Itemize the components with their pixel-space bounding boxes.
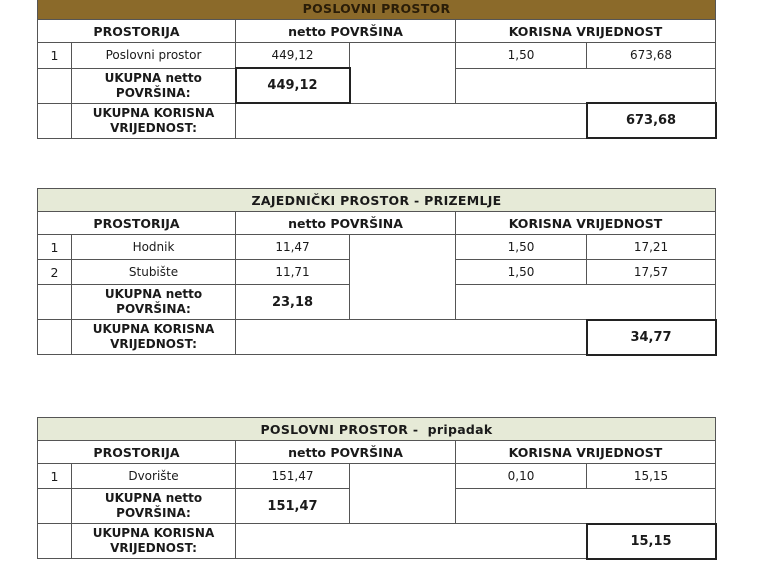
empty-cell <box>350 464 456 524</box>
section-title: ZAJEDNIČKI PROSTOR - PRIZEMLJE <box>38 189 716 212</box>
section-poslovni-prostor <box>37 0 715 139</box>
section-poslovni-prostor-pripadak <box>37 417 715 560</box>
room-area: 11,71 <box>236 260 350 285</box>
useful-total-label: UKUPNA KORISNA VRIJEDNOST: <box>72 103 236 138</box>
net-total-value: 449,12 <box>236 68 350 103</box>
col-header-room: PROSTORIJA <box>38 212 236 235</box>
useful-total-value: 673,68 <box>587 103 716 138</box>
useful-total-label: UKUPNA KORISNA VRIJEDNOST: <box>72 524 236 559</box>
net-total-label: UKUPNA netto POVRŠINA: <box>72 489 236 524</box>
room-useful-value: 673,68 <box>587 43 716 69</box>
room-name: Hodnik <box>72 235 236 260</box>
room-area: 151,47 <box>236 464 350 489</box>
row-number: 2 <box>38 260 72 285</box>
empty-cell <box>456 68 716 103</box>
col-header-room: PROSTORIJA <box>38 441 236 464</box>
empty-cell <box>456 285 716 320</box>
room-area: 11,47 <box>236 235 350 260</box>
useful-total-value: 15,15 <box>587 524 716 559</box>
empty-cell <box>236 103 587 138</box>
table-row <box>38 464 716 489</box>
room-coefficient: 1,50 <box>456 260 587 285</box>
room-name: Stubište <box>72 260 236 285</box>
net-total-label: UKUPNA netto POVRŠINA: <box>72 68 236 103</box>
net-total-value: 151,47 <box>236 489 350 524</box>
col-header-net-area: netto POVRŠINA <box>236 441 456 464</box>
room-useful-value: 17,57 <box>587 260 716 285</box>
row-number: 1 <box>38 464 72 489</box>
area-table <box>37 0 717 139</box>
col-header-useful-value: KORISNA VRIJEDNOST <box>456 441 716 464</box>
empty-cell <box>350 43 456 104</box>
room-coefficient: 1,50 <box>456 235 587 260</box>
useful-total-label: UKUPNA KORISNA VRIJEDNOST: <box>72 320 236 355</box>
empty-cell <box>456 489 716 524</box>
empty-cell <box>236 524 587 559</box>
area-table <box>37 417 717 560</box>
section-zajednicki-prostor <box>37 188 715 356</box>
section-title: POSLOVNI PROSTOR - pripadak <box>38 418 716 441</box>
empty-cell <box>350 235 456 320</box>
row-number: 1 <box>38 43 72 69</box>
col-header-room: PROSTORIJA <box>38 20 236 43</box>
room-name: Dvorište <box>72 464 236 489</box>
table-row <box>38 235 716 260</box>
empty-cell <box>236 320 587 355</box>
table-row <box>38 43 716 69</box>
room-useful-value: 17,21 <box>587 235 716 260</box>
room-area: 449,12 <box>236 43 350 69</box>
useful-total-value: 34,77 <box>587 320 716 355</box>
room-name: Poslovni prostor <box>72 43 236 69</box>
col-header-net-area: netto POVRŠINA <box>236 20 456 43</box>
row-number: 1 <box>38 235 72 260</box>
room-coefficient: 0,10 <box>456 464 587 489</box>
col-header-useful-value: KORISNA VRIJEDNOST <box>456 20 716 43</box>
room-coefficient: 1,50 <box>456 43 587 69</box>
room-useful-value: 15,15 <box>587 464 716 489</box>
col-header-net-area: netto POVRŠINA <box>236 212 456 235</box>
net-total-label: UKUPNA netto POVRŠINA: <box>72 285 236 320</box>
col-header-useful-value: KORISNA VRIJEDNOST <box>456 212 716 235</box>
area-table <box>37 188 717 356</box>
section-title: POSLOVNI PROSTOR <box>38 0 716 20</box>
net-total-value: 23,18 <box>236 285 350 320</box>
